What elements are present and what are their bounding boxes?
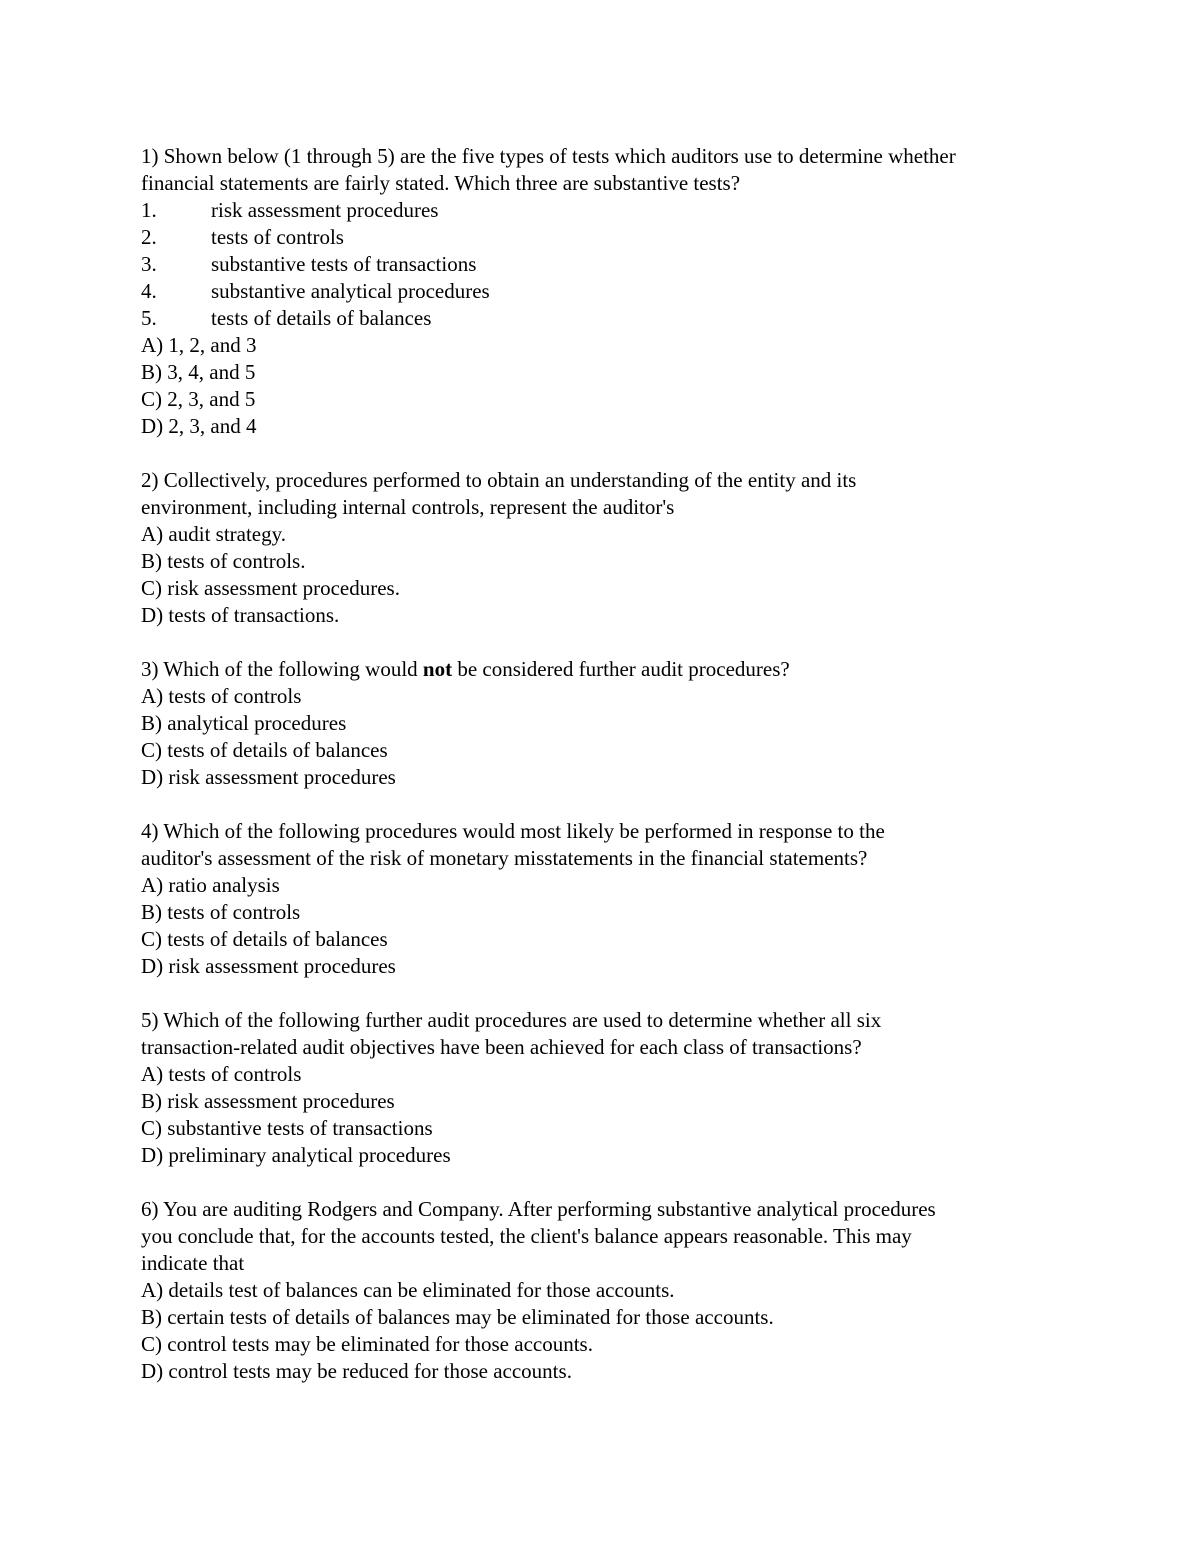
answer-option-d: D) control tests may be reduced for those accounts. [141, 1359, 572, 1383]
answer-option-c: C) substantive tests of transactions [141, 1116, 433, 1140]
list-item-text: substantive analytical procedures [211, 279, 490, 303]
list-item-number: 5. [141, 306, 157, 330]
answer-option-a: A) audit strategy. [141, 522, 287, 546]
list-item-number: 1. [141, 198, 157, 222]
list-item [141, 278, 1081, 305]
list-item-number: 4. [141, 279, 157, 303]
answer-option-a: A) 1, 2, and 3 [141, 333, 257, 357]
list-item-number: 2. [141, 225, 157, 249]
list-item [141, 251, 1081, 278]
answer-option-a: A) details test of balances can be eliminated for those accounts. [141, 1278, 675, 1302]
answer-option-b: B) analytical procedures [141, 711, 347, 735]
answer-option-c: C) risk assessment procedures. [141, 576, 400, 600]
question-6-stem-line-3: indicate that [141, 1251, 245, 1275]
answer-option-b: B) certain tests of details of balances may be eliminated for those accounts. [141, 1305, 774, 1329]
list-item-text: risk assessment procedures [211, 198, 439, 222]
list-item [141, 224, 1081, 251]
answer-option-c: C) control tests may be eliminated for those accounts. [141, 1332, 593, 1356]
question-2-stem-line-1: 2) Collectively, procedures performed to obtain an understanding of the entity and its [141, 468, 857, 492]
list-item-text: substantive tests of transactions [211, 252, 477, 276]
question-3-stem-after: be considered further audit procedures? [452, 657, 790, 681]
question-2 [141, 467, 1081, 629]
question-6 [141, 1196, 1081, 1385]
document-page [141, 143, 1081, 1412]
question-3-stem-before: 3) Which of the following would [141, 657, 423, 681]
answer-option-d: D) preliminary analytical procedures [141, 1143, 451, 1167]
answer-option-d: D) risk assessment procedures [141, 954, 396, 978]
list-item [141, 197, 1081, 224]
answer-option-b: B) tests of controls [141, 900, 301, 924]
question-1 [141, 143, 1081, 440]
answer-option-b: B) 3, 4, and 5 [141, 360, 256, 384]
question-5-stem-line-2: transaction-related audit objectives have been achieved for each class of transactions? [141, 1035, 862, 1059]
answer-option-c: C) tests of details of balances [141, 927, 388, 951]
answer-option-c: C) 2, 3, and 5 [141, 387, 256, 411]
answer-option-a: A) ratio analysis [141, 873, 280, 897]
question-3 [141, 656, 1081, 791]
list-item-number: 3. [141, 252, 157, 276]
question-6-stem-line-2: you conclude that, for the accounts tested, the client's balance appears reasonable. This may [141, 1224, 912, 1248]
answer-option-a: A) tests of controls [141, 684, 302, 708]
question-2-stem-line-2: environment, including internal controls, represent the auditor's [141, 495, 675, 519]
answer-option-b: B) risk assessment procedures [141, 1089, 395, 1113]
question-4-stem-line-2: auditor's assessment of the risk of monetary misstatements in the financial statements? [141, 846, 868, 870]
question-4-stem-line-1: 4) Which of the following procedures would most likely be performed in response to the [141, 819, 885, 843]
question-3-stem-emphasis: not [422, 657, 453, 681]
answer-option-c: C) tests of details of balances [141, 738, 388, 762]
answer-option-b: B) tests of controls. [141, 549, 306, 573]
list-item [141, 305, 1081, 332]
answer-option-d: D) tests of transactions. [141, 603, 340, 627]
question-4 [141, 818, 1081, 980]
list-item-text: tests of controls [211, 225, 344, 249]
question-1-stem-line-2: financial statements are fairly stated. Which three are substantive tests? [141, 171, 741, 195]
question-1-stem-line-1: 1) Shown below (1 through 5) are the five types of tests which auditors use to determine whether [141, 144, 956, 168]
answer-option-d: D) 2, 3, and 4 [141, 414, 257, 438]
answer-option-a: A) tests of controls [141, 1062, 302, 1086]
list-item-text: tests of details of balances [211, 306, 432, 330]
question-5 [141, 1007, 1081, 1169]
question-6-stem-line-1: 6) You are auditing Rodgers and Company. After performing substantive analytical procedures [141, 1197, 936, 1221]
question-3-stem [141, 656, 1081, 683]
answer-option-d: D) risk assessment procedures [141, 765, 396, 789]
question-5-stem-line-1: 5) Which of the following further audit procedures are used to determine whether all six [141, 1008, 882, 1032]
